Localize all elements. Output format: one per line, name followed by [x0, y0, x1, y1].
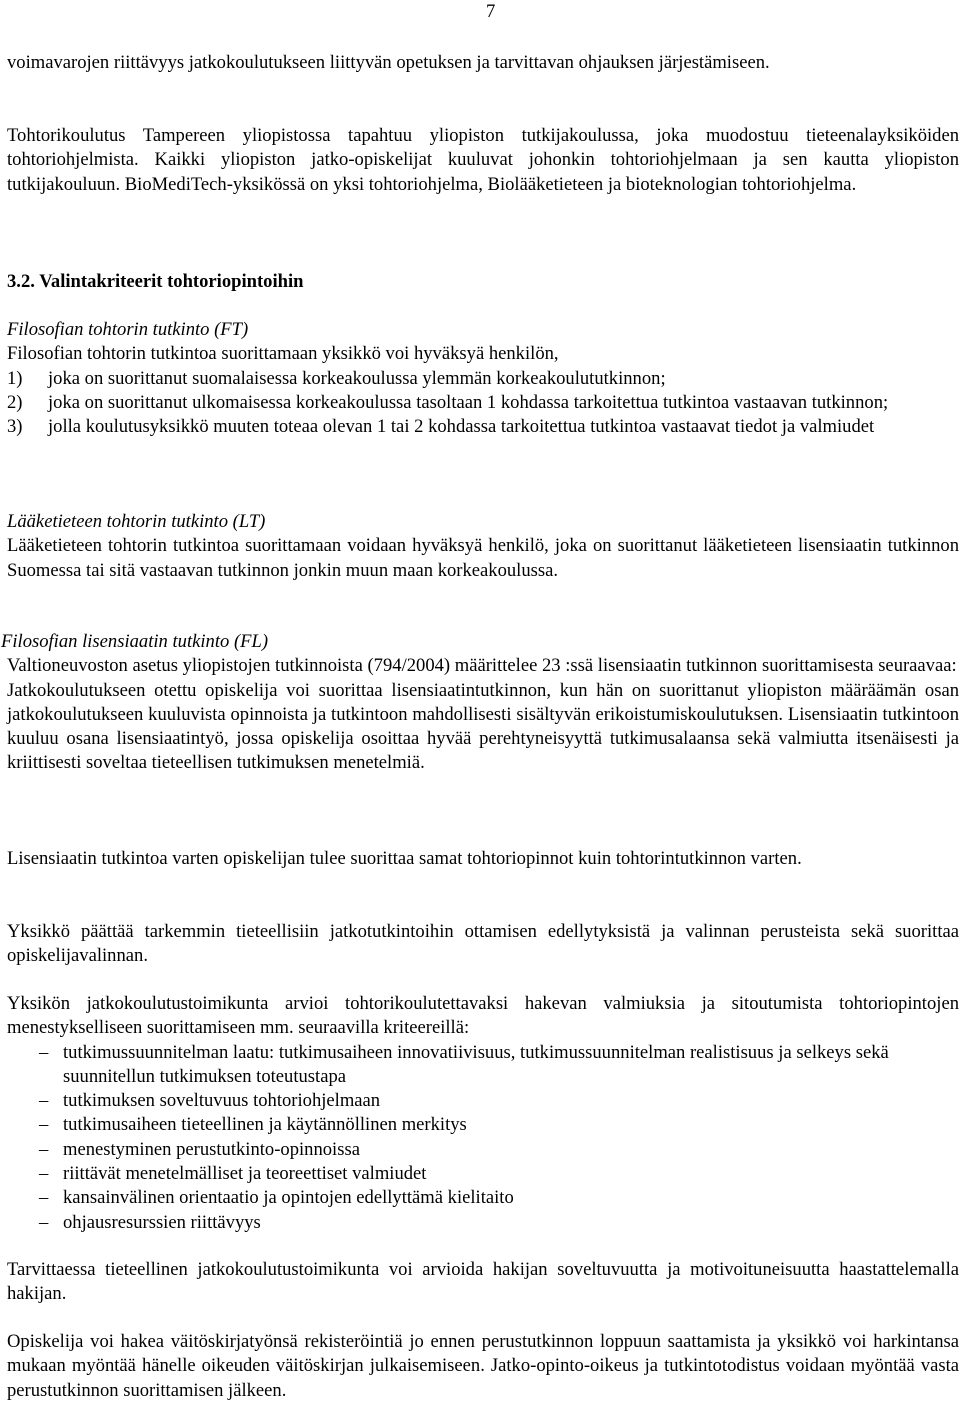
tarvittaessa-paragraph: Tarvittaessa tieteellinen jatkokoulutustoimikunta voi arvioida hakijan soveltuvuutta ja motivoituneisuutta haastattelemalla hakijan. [7, 1259, 959, 1305]
dash-bullet: – [39, 1138, 49, 1160]
yksikko-paragraph: Yksikkö päättää tarkemmin tieteellisiin jatkotutkintoihin ottamisen edellytyksistä ja valinnan perusteista sekä suorittaa opiskelijavalinnan. [7, 921, 959, 967]
ft-intro: Filosofian tohtorin tutkintoa suorittamaan yksikkö voi hyväksyä henkilön, [7, 343, 559, 365]
criteria-section [7, 992, 959, 1235]
list-item [7, 1211, 959, 1235]
criteria-list [7, 1041, 959, 1235]
list-item [7, 391, 959, 415]
intro-paragraph-2: Tohtorikoulutus Tampereen yliopistossa tapahtuu yliopiston tutkijakoulussa, joka muodostuu tieteenalayksiköiden tohtoriohjelmista. Kaikki yliopiston jatko-opiskelijat kuuluvat johonkin tohtoriohjelmaan ja sen kautta yliopiston tutkijakouluun. BioMediTech-yksikössä on yksi tohtoriohjelma, Biolääketieteen ja bioteknologian tohtoriohjelma. [7, 125, 959, 195]
list-item-text: menestyminen perustutkinto-opinnoissa [63, 1138, 360, 1160]
list-item-number: 1) [7, 367, 23, 389]
list-item-number: 2) [7, 391, 23, 413]
lisensiaatti-paragraph: Lisensiaatin tutkintoa varten opiskelijan tulee suorittaa samat tohtoriopinnot kuin tohtorintutkinnon varten. [7, 848, 802, 869]
fl-title: Filosofian lisensiaatin tutkinto (FL) [1, 631, 269, 652]
list-item-text: ohjausresurssien riittävyys [63, 1211, 261, 1233]
toimikunta-paragraph: Yksikön jatkokoulutustoimikunta arvioi tohtorikoulutettavaksi hakevan valmiuksia ja sitoutumista tohtoriopintojen menestykselliseen suorittamiseen mm. seuraavilla kriteereillä: [7, 993, 959, 1039]
list-item-text: joka on suorittanut ulkomaisessa korkeakoulussa tasoltaan 1 kohdassa tarkoitettua tutkintoa vastaavan tutkinnon; [48, 391, 889, 413]
list-item [7, 1041, 959, 1090]
list-item [7, 1186, 959, 1210]
lt-section [7, 510, 959, 583]
list-item-text: jolla koulutusyksikkö muuten toteaa olevan 1 tai 2 kohdassa tarkoitettua tutkintoa vastaavat tiedot ja valmiudet [48, 416, 875, 438]
intro-paragraph-1: voimavarojen riittävyys jatkokoulutukseen liittyvän opetuksen ja tarvittavan ohjauksen järjestämiseen. [7, 52, 770, 73]
fl-paragraph-2: Jatkokoulutukseen otettu opiskelija voi suorittaa lisensiaatintutkinnon, kun hän on suorittanut yliopiston määräämän osan jatkokoulutukseen kuuluvista opinnoista ja tutkintoon mahdollisesti sisältyvän erikoistumiskoulutuksen. Lisensiaatin tutkintoon kuuluu osana lisensiaatintyö, jossa opiskelija osoittaa hyvää perehtyneisyyttä tutkimusalaansa sekä valmiutta itsenäisesti ja kriittisesti soveltaa tieteellisen tutkimuksen menetelmiä. [7, 679, 959, 774]
dash-bullet: – [39, 1041, 49, 1063]
list-item [7, 1138, 959, 1162]
list-item [7, 367, 959, 391]
dash-bullet: – [39, 1211, 49, 1233]
fl-section [1, 630, 959, 776]
page-number: 7 [486, 1, 496, 22]
list-item-text: riittävät menetelmälliset ja teoreettiset valmiudet [63, 1163, 427, 1185]
section-heading: 3.2. Valintakriteerit tohtoriopintoihin [7, 271, 304, 292]
list-item [7, 1113, 959, 1137]
list-item [7, 1162, 959, 1186]
dash-bullet: – [39, 1163, 49, 1185]
dash-bullet: – [39, 1090, 49, 1112]
list-item-text: tutkimusaiheen tieteellinen ja käytännöllinen merkitys [63, 1114, 467, 1136]
list-item [7, 415, 959, 439]
ft-requirements-list [7, 367, 959, 440]
list-item-text: tutkimussuunnitelman laatu: tutkimusaiheen innovatiivisuus, tutkimussuunnitelman realistisuus ja selkeys sekä suunnitellun tutkimuksen toteutustapa [63, 1041, 889, 1087]
ft-section [7, 318, 959, 439]
fl-paragraph-1: Valtioneuvoston asetus yliopistojen tutkinnoista (794/2004) määrittelee 23 :ssä lisensiaatin tutkinnon suorittamisesta seuraavaa: [7, 655, 957, 677]
list-item-number: 3) [7, 416, 23, 438]
lt-text: Lääketieteen tohtorin tutkintoa suorittamaan voidaan hyväksyä henkilö, joka on suorittanut lääketieteen lisensiaatin tutkinnon Suomessa tai sitä vastaavan tutkinnon jonkin muun maan korkeakoulussa. [7, 535, 959, 581]
dash-bullet: – [39, 1114, 49, 1136]
opiskelija-paragraph: Opiskelija voi hakea väitöskirjatyönsä rekisteröintiä jo ennen perustutkinnon loppuun saattamista ja yksikkö voi harkintansa mukaan myöntää hänelle oikeuden väitöskirjan julkaisemiseen. Jatko-opinto-oikeus ja tutkintotodistus voidaan myöntää vasta perustutkinnon suorittamisen jälkeen. [7, 1331, 959, 1401]
list-item [7, 1089, 959, 1113]
ft-title: Filosofian tohtorin tutkinto (FT) [7, 319, 249, 340]
list-item-text: tutkimuksen soveltuvuus tohtoriohjelmaan [63, 1090, 381, 1112]
list-item-text: joka on suorittanut suomalaisessa korkeakoulussa ylemmän korkeakoulututkinnon; [48, 367, 666, 389]
dash-bullet: – [39, 1187, 49, 1209]
list-item-text: kansainvälinen orientaatio ja opintojen edellyttämä kielitaito [63, 1187, 514, 1209]
lt-title: Lääketieteen tohtorin tutkinto (LT) [7, 511, 266, 532]
